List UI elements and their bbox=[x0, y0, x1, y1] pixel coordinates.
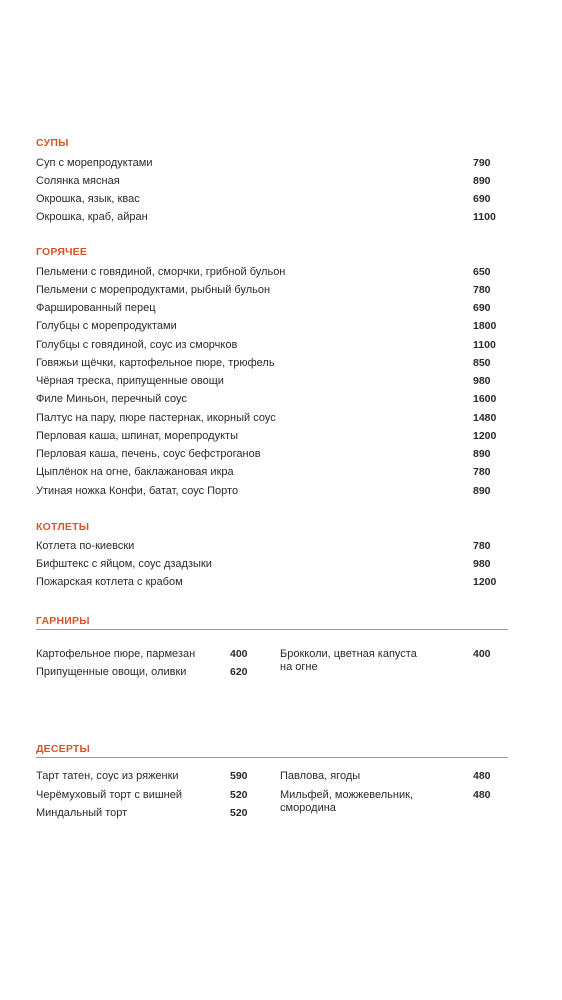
item-price: 690 bbox=[473, 302, 491, 314]
section-title-soups: СУПЫ bbox=[36, 137, 69, 149]
item-price: 620 bbox=[230, 666, 248, 678]
section-title-sides: ГАРНИРЫ bbox=[36, 615, 90, 627]
menu-item bbox=[36, 464, 491, 480]
item-name bbox=[280, 789, 413, 815]
menu-item bbox=[36, 337, 496, 353]
item-name-line: на огне bbox=[280, 661, 318, 673]
item-price: 520 bbox=[230, 807, 248, 819]
item-name-line: смородина bbox=[280, 802, 336, 814]
section-title-hot: ГОРЯЧЕЕ bbox=[36, 246, 88, 258]
menu-item bbox=[36, 373, 491, 389]
menu-item bbox=[36, 282, 491, 298]
item-price: 1800 bbox=[473, 320, 497, 332]
item-name: Тарт татен, соус из ряженки bbox=[36, 770, 179, 782]
item-price: 1100 bbox=[473, 339, 496, 351]
item-name: Пожарская котлета с крабом bbox=[36, 576, 183, 588]
item-name: Утиная ножка Конфи, батат, соус Порто bbox=[36, 485, 239, 497]
item-name: Бифштекс с яйцом, соус дзадзыки bbox=[36, 558, 212, 570]
menu-item bbox=[36, 538, 491, 554]
menu-item bbox=[36, 264, 491, 280]
item-name: Припущенные овощи, оливки bbox=[36, 666, 187, 678]
item-name-line: Брокколи, цветная капуста bbox=[280, 648, 417, 660]
menu-item bbox=[36, 428, 497, 444]
menu-item bbox=[36, 391, 497, 407]
item-price: 780 bbox=[473, 284, 491, 296]
item-name: Солянка мясная bbox=[36, 175, 120, 187]
item-price: 650 bbox=[473, 266, 491, 278]
item-price: 1100 bbox=[473, 211, 496, 223]
item-price: 1480 bbox=[473, 412, 497, 424]
item-price: 480 bbox=[473, 789, 491, 801]
item-price: 590 bbox=[230, 770, 248, 782]
menu-item bbox=[36, 355, 491, 371]
item-name: Миндальный торт bbox=[36, 807, 128, 819]
item-price: 520 bbox=[230, 789, 248, 801]
item-name: Говяжьи щёчки, картофельное пюре, трюфель bbox=[36, 357, 275, 369]
item-price: 1200 bbox=[473, 430, 497, 442]
item-name: Перловая каша, шпинат, морепродукты bbox=[36, 430, 238, 442]
item-name: Пельмени с морепродуктами, рыбный бульон bbox=[36, 284, 271, 296]
item-name: Котлета по-киевски bbox=[36, 540, 135, 552]
section-divider bbox=[36, 629, 508, 630]
item-name: Окрошка, язык, квас bbox=[36, 193, 140, 205]
item-price: 400 bbox=[230, 648, 248, 660]
item-price: 480 bbox=[473, 770, 491, 782]
item-name: Павлова, ягоды bbox=[280, 770, 361, 782]
menu-item bbox=[36, 410, 497, 426]
item-name: Чёрная треска, припущенные овощи bbox=[36, 375, 224, 387]
item-price: 980 bbox=[473, 558, 491, 570]
item-price: 400 bbox=[473, 648, 491, 660]
item-price: 780 bbox=[473, 540, 491, 552]
item-price: 980 bbox=[473, 375, 491, 387]
item-name: Филе Миньон, перечный соус bbox=[36, 393, 187, 405]
menu-item bbox=[36, 556, 491, 572]
menu-item bbox=[36, 446, 491, 462]
item-price: 890 bbox=[473, 448, 491, 460]
item-name: Окрошка, краб, айран bbox=[36, 211, 148, 223]
item-price: 780 bbox=[473, 466, 491, 478]
item-name: Картофельное пюре, пармезан bbox=[36, 648, 196, 660]
item-price: 850 bbox=[473, 357, 491, 369]
item-price: 890 bbox=[473, 485, 491, 497]
item-name: Голубцы с морепродуктами bbox=[36, 320, 177, 332]
item-price: 1600 bbox=[473, 393, 497, 405]
menu-item bbox=[36, 574, 497, 590]
section-title-cutlets: КОТЛЕТЫ bbox=[36, 521, 90, 533]
item-name: Перловая каша, печень, соус бефстроганов bbox=[36, 448, 261, 460]
item-price: 890 bbox=[473, 175, 491, 187]
menu-item bbox=[36, 483, 491, 499]
menu-item bbox=[36, 318, 497, 334]
item-name: Пельмени с говядиной, сморчки, грибной бульон bbox=[36, 266, 286, 278]
item-name: Голубцы с говядиной, соус из сморчков bbox=[36, 339, 238, 351]
item-name bbox=[280, 648, 417, 674]
menu-item bbox=[36, 155, 491, 171]
item-price: 790 bbox=[473, 157, 491, 169]
menu-item bbox=[36, 300, 491, 316]
item-name-line: Мильфей, можжевельник, bbox=[280, 789, 413, 801]
menu-item bbox=[36, 173, 491, 189]
item-name: Фаршированный перец bbox=[36, 302, 156, 314]
menu-item bbox=[36, 191, 491, 207]
item-price: 690 bbox=[473, 193, 491, 205]
menu-item bbox=[36, 209, 496, 225]
item-name: Цыплёнок на огне, баклажановая икра bbox=[36, 466, 234, 478]
item-name: Палтус на пару, пюре пастернак, икорный соус bbox=[36, 412, 276, 424]
item-price: 1200 bbox=[473, 576, 497, 588]
item-name: Суп с морепродуктами bbox=[36, 157, 153, 169]
item-name: Черёмуховый торт с вишней bbox=[36, 789, 183, 801]
section-title-desserts: ДЕСЕРТЫ bbox=[36, 743, 91, 755]
section-divider bbox=[36, 757, 508, 758]
